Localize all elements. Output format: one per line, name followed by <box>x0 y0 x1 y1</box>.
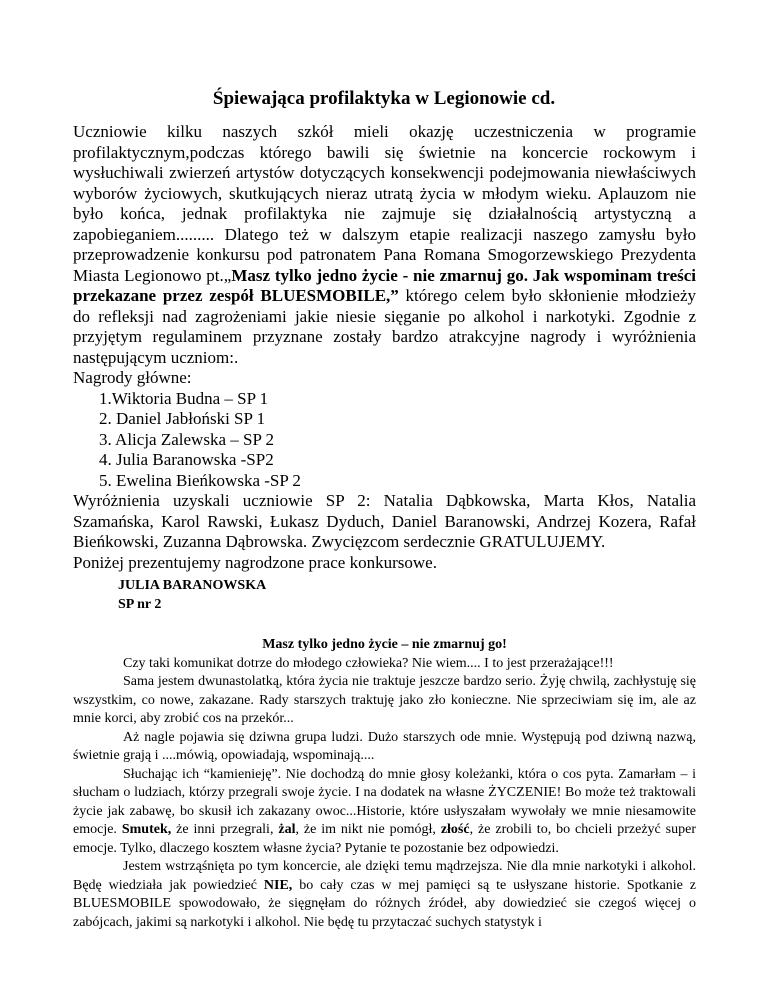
essay-text: Słuchając ich “kamienieję”. Nie dochodzą do mnie głosy koleżanki, która o cos pyta. Zamarłam – i słucham o ludziach, którzy przegrali swoje życie. I na dodatek na własne ŻYCZENIE! Bo może też traktowali życie jak zabawę, bo skusił ich zakazany owoc...Historie, które usłyszałam wywołały we mnie niesamowite emocje. <box>73 766 696 837</box>
document-title: Śpiewająca profilaktyka w Legionowie cd. <box>212 88 556 109</box>
contest-title: Masz tylko jedno życie - nie zmarnuj go. Jak wspominam treści przekazane przez zespół BLUESMOBILE,” <box>73 265 697 305</box>
essay <box>73 636 696 932</box>
list-item: 1.Wiktoria Budna – SP 1 <box>99 388 269 408</box>
closing-line: Poniżej prezentujemy nagrodzone prace konkursowe. <box>73 552 437 572</box>
emphasis-zal: żal <box>278 822 296 837</box>
essay-title: Masz tylko jedno życie – nie zmarnuj go! <box>262 637 507 652</box>
essay-paragraph: Czy taki komunikat dotrze do młodego człowieka? Nie wiem.... I to jest przerażające!!! <box>123 655 614 671</box>
essay-text: że inni przegrali, <box>171 822 279 837</box>
article-body <box>73 122 696 573</box>
author-school: SP nr 2 <box>118 597 162 612</box>
prizes-heading: Nagrody główne: <box>73 368 192 387</box>
prize-list <box>73 389 696 492</box>
essay-text: bo cały czas w mej pamięci są te usłyszane historie. Spotkanie z BLUESMOBILE spowodowało, że sięgnęłam do różnych źródeł, aby dowiedzieć sie czegoś więcej o zabójcach, jakimi są narkotyki i alkohol. Nie będę tu przytaczać suchych statystyk i <box>73 877 696 930</box>
essay-paragraph <box>73 858 696 932</box>
essay-paragraph: Aż nagle pojawia się dziwna grupa ludzi. Dużo starszych ode mnie. Występują pod dziwną nazwą, świetnie grają i ....mówią, opowiadają, wspominają.... <box>73 729 696 763</box>
distinctions-paragraph: Wyróżnienia uzyskali uczniowie SP 2: Natalia Dąbkowska, Marta Kłos, Natalia Szamańska, Karol Rawski, Łukasz Dyduch, Daniel Baranowski, Andrzej Kozera, Rafał Bieńkowski, Zuzanna Dąbrowska. Zwycięzcom serdecznie GRATULUJEMY. <box>73 491 696 551</box>
list-item: 4. Julia Baranowska -SP2 <box>99 450 274 469</box>
emphasis-nie: NIE, <box>263 877 293 893</box>
emphasis-zlosc: złość <box>440 822 470 837</box>
emphasis-smutek: Smutek, <box>121 822 172 837</box>
list-item: 5. Ewelina Bieńkowska -SP 2 <box>99 470 301 490</box>
essay-text: , że zrobili to, bo chcieli przeżyć super emocje. Tylko, dlaczego kosztem własne życia? Pytanie te pozostanie bez odpowiedzi. <box>73 822 697 856</box>
essay-author <box>118 576 266 614</box>
essay-paragraph: Sama jestem dwunastolatką, która życia nie traktuje jeszcze bardzo serio. Żyję chwilą, zachłystuję się wszystkim, co nowe, zakazane. Rady starszych traktuję jako zło konieczne. Nie sprzeciwiam się im, ale az mnie korci, aby zrobić cos na przekór... <box>73 674 696 726</box>
list-item: 3. Alicja Zalewska – SP 2 <box>99 429 275 449</box>
intro-paragraph <box>73 122 696 368</box>
author-name: JULIA BARANOWSKA <box>118 578 267 593</box>
essay-paragraph <box>73 766 696 859</box>
list-item: 2. Daniel Jabłoński SP 1 <box>99 409 266 428</box>
essay-text: Jestem wstrząśnięta po tym koncercie, ale dzięki temu mądrzejsza. Nie dla mnie narkotyki i alkohol. Będę wiedziała jak powiedzieć <box>73 859 696 893</box>
essay-text: , że im nikt nie pomógł, <box>295 822 441 837</box>
intro-text-part2: którego celem było skłonienie młodzieży do refleksji nad zagrożeniami jakie niesie sięganie po alkohol i narkotyki. Zgodnie z przyjętym regulaminem przyznane zostały bardzo atrakcyjne nagrody i wyróżnienia następującym uczniom:. <box>73 286 697 367</box>
intro-text-part1: Uczniowie kilku naszych szkół mieli okazję uczestniczenia w programie profilaktycznym,podczas którego bawili się świetnie na koncercie rockowym i wysłuchiwali zwierzeń artystów dotyczących konsekwencji podejmowania niewłaściwych wyborów życiowych, skutkujących nieraz utratą życia w młodym wieku. Aplauzom nie było końca, jednak profilaktyka nie zajmuje się działalnością artystyczną a zapobieganiem......... Dlatego też w dalszym etapie realizacji naszego zamysłu było przeprowadzenie konkursu pod patronatem Pana Romana Smogorzewskiego Prezydenta Miasta Legionowo pt.„ <box>73 122 696 285</box>
